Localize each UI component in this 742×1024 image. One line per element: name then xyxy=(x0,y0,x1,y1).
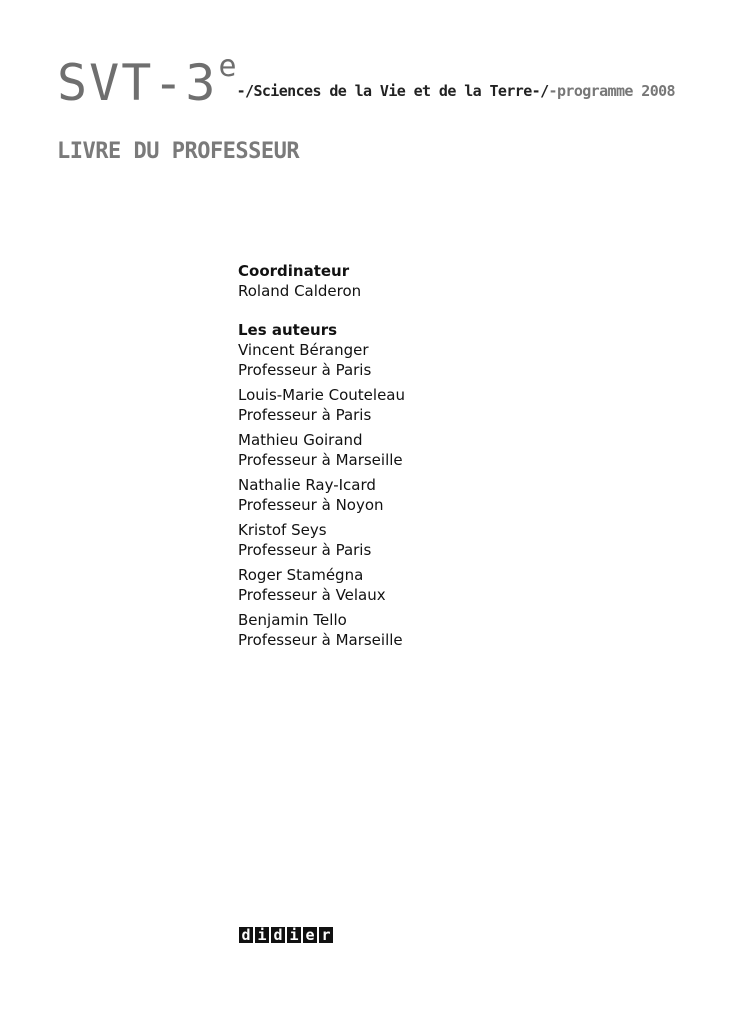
logo-letter: i xyxy=(255,927,269,943)
authors-list xyxy=(238,340,405,650)
author-role: Professeur à Marseille xyxy=(238,631,403,649)
book-type-label: LIVRE DU PROFESSEUR xyxy=(57,139,300,164)
author-role: Professeur à Paris xyxy=(238,541,372,559)
author-name: Vincent Béranger xyxy=(238,341,369,359)
author-role: Professeur à Velaux xyxy=(238,586,386,604)
author-entry xyxy=(238,565,405,605)
author-entry xyxy=(238,610,405,650)
author-role: Professeur à Marseille xyxy=(238,451,403,469)
logo-letter: d xyxy=(239,927,253,943)
book-title: SVT-3 xyxy=(57,54,218,112)
logo-letter: d xyxy=(271,927,285,943)
author-role: Professeur à Paris xyxy=(238,406,372,424)
logo-letter: i xyxy=(287,927,301,943)
author-name: Kristof Seys xyxy=(238,521,327,539)
authors-heading: Les auteurs xyxy=(238,321,338,339)
book-title-superscript: e xyxy=(218,49,237,84)
author-entry xyxy=(238,340,405,380)
author-entry xyxy=(238,475,405,515)
author-role: Professeur à Noyon xyxy=(238,496,384,514)
book-subtitle: -/Sciences de la Vie et de la Terre-/ xyxy=(236,82,549,100)
author-name: Mathieu Goirand xyxy=(238,431,363,449)
coordinator-name: Roland Calderon xyxy=(238,282,362,300)
author-entry xyxy=(238,430,405,470)
author-name: Nathalie Ray-Icard xyxy=(238,476,376,494)
credits-section xyxy=(238,261,405,655)
author-entry xyxy=(238,385,405,425)
logo-letter: e xyxy=(303,927,317,943)
author-entry xyxy=(238,520,405,560)
coordinator-heading: Coordinateur xyxy=(238,262,350,280)
author-name: Benjamin Tello xyxy=(238,611,347,629)
publisher-logo xyxy=(239,927,333,943)
book-header xyxy=(57,49,675,112)
author-name: Roger Stamégna xyxy=(238,566,364,584)
section-spacer xyxy=(238,301,405,320)
logo-letter: r xyxy=(319,927,333,943)
author-name: Louis-Marie Couteleau xyxy=(238,386,405,404)
program-year: -programme 2008 xyxy=(548,82,675,100)
author-role: Professeur à Paris xyxy=(238,361,372,379)
